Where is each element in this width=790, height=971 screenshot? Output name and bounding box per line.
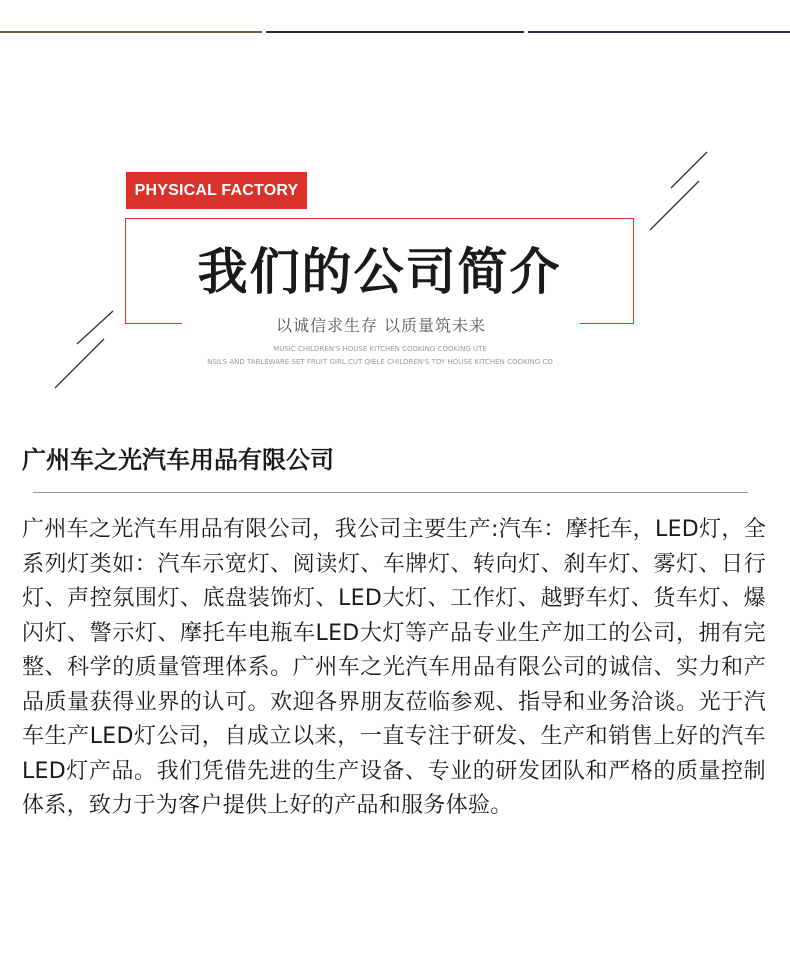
top-rule-left — [0, 31, 262, 33]
slogan: 以诚信求生存 以质量筑未来 — [275, 316, 487, 335]
physical-factory-badge: PHYSICAL FACTORY — [126, 172, 307, 209]
company-name: 广州车之光汽车用品有限公司 — [22, 446, 334, 474]
top-rule-right — [528, 31, 790, 33]
top-rule-middle — [266, 31, 524, 33]
page-title: 我们的公司简介 — [197, 243, 562, 301]
section-divider — [33, 492, 748, 493]
tagline-line-1: MUSIC CHILDREN'S HOUSE KITCHEN COOKING COOKING UTE — [273, 345, 487, 353]
company-description: 广州车之光汽车用品有限公司，我公司主要生产:汽车：摩托车，LED灯，全系列灯类如：汽车示宽灯、阅读灯、车牌灯、转向灯、刹车灯、雾灯、日行灯、声控氛围灯、底盘装饰灯、LED大灯、工作灯、越野车灯、货车灯、爆闪灯、警示灯、摩托车电瓶车LED大灯等产品专业生产加工的公司，拥有完整、科学的质量管理体系。广州车之光汽车用品有限公司的诚信、实力和产品质量获得业界的认可。欢迎各界朋友莅临参观、指导和业务洽谈。光于汽车生产LED灯公司，自成立以来，一直专注于研发、生产和销售上好的汽车LED灯产品。我们凭借先进的生产设备、专业的研发团队和严格的质量控制体系，致力于为客户提供上好的产品和服务体验。 — [22, 517, 766, 818]
tagline-line-2: NSILS AND TABLEWARE SET FRUIT GIRL CUT QIELE CHILDREN'S TOY HOUSE KITCHEN COOKING CO — [207, 358, 553, 366]
